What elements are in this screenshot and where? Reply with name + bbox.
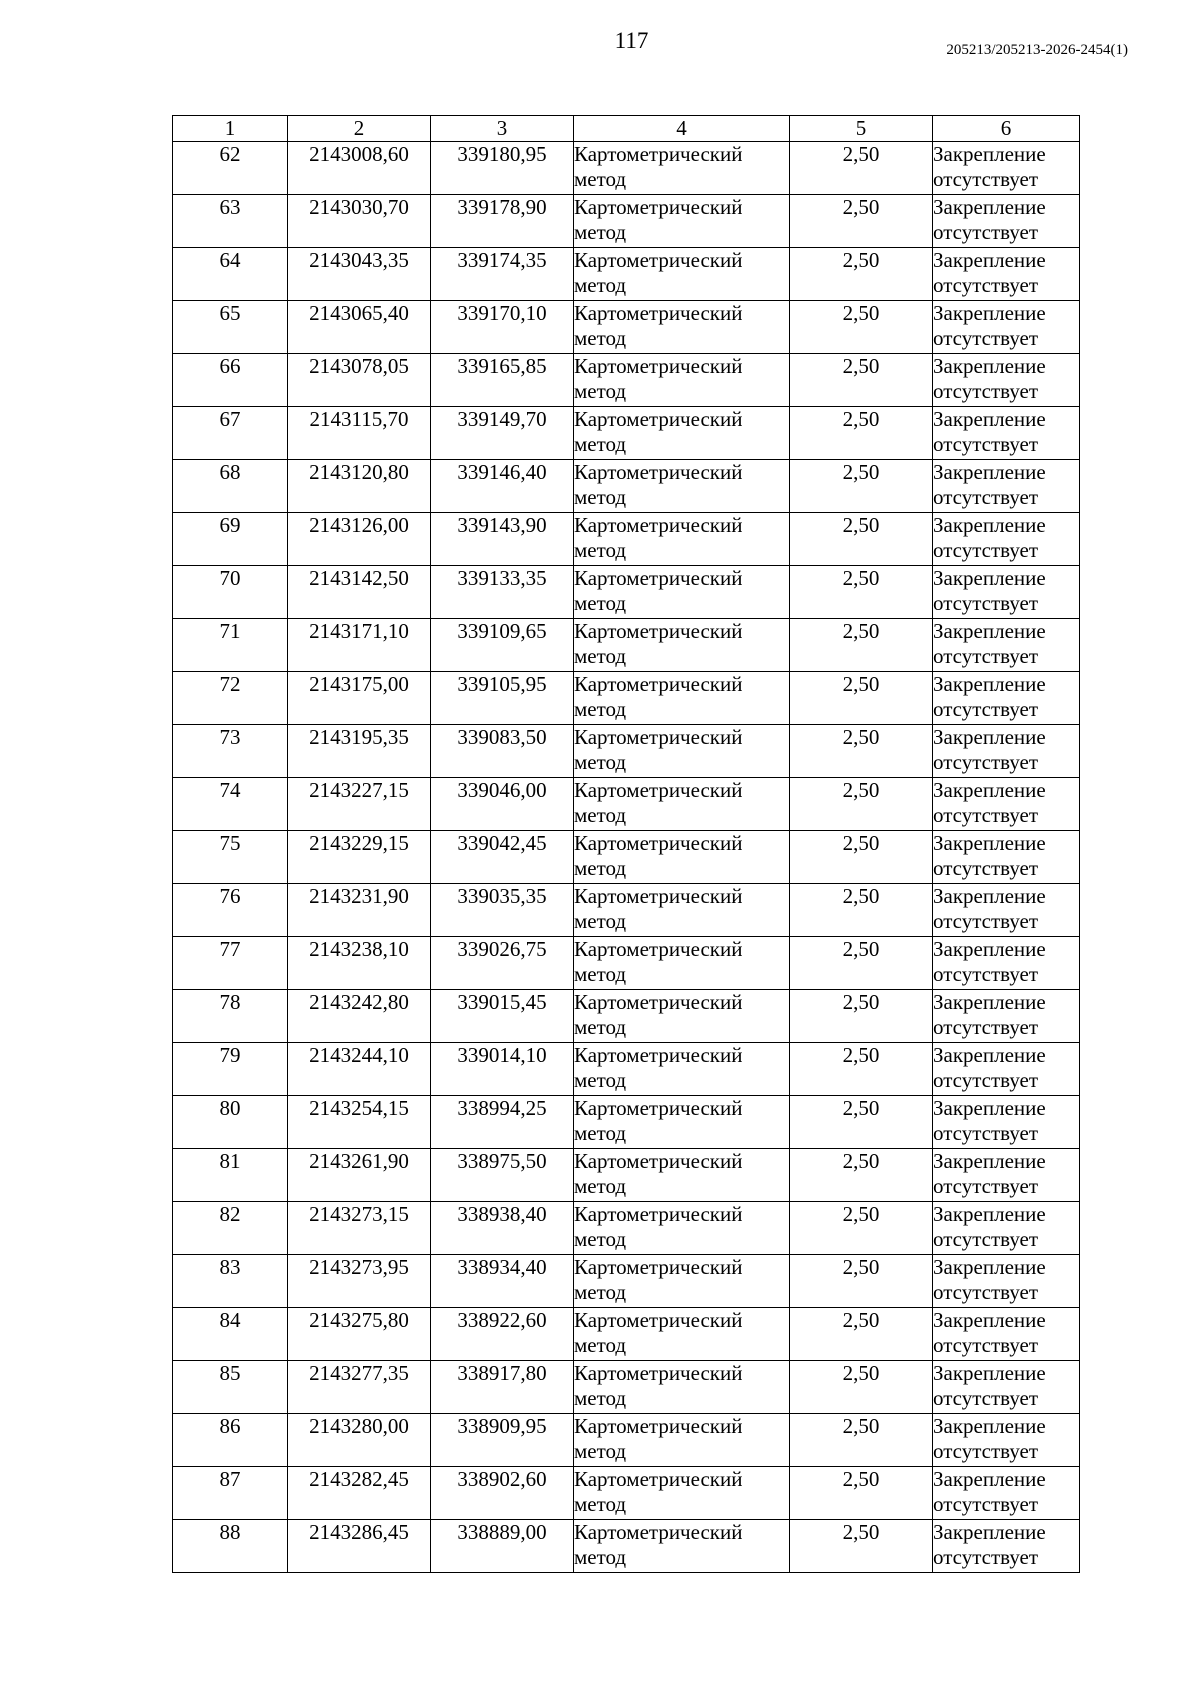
- cell-point-number: 78: [173, 990, 288, 1043]
- cell-method: Картометрический метод: [574, 460, 790, 513]
- cell-marking: Закрепление отсутствует: [933, 1096, 1080, 1149]
- cell-accuracy: 2,50: [790, 460, 933, 513]
- cell-accuracy: 2,50: [790, 672, 933, 725]
- cell-point-number: 62: [173, 142, 288, 195]
- cell-point-number: 86: [173, 1414, 288, 1467]
- cell-coordinate-y: 338917,80: [431, 1361, 574, 1414]
- cell-point-number: 81: [173, 1149, 288, 1202]
- cell-marking: Закрепление отсутствует: [933, 990, 1080, 1043]
- cell-accuracy: 2,50: [790, 301, 933, 354]
- cell-method: Картометрический метод: [574, 884, 790, 937]
- table-row: [173, 1255, 1080, 1308]
- cell-method: Картометрический метод: [574, 407, 790, 460]
- cell-method: Картометрический метод: [574, 248, 790, 301]
- cell-point-number: 65: [173, 301, 288, 354]
- cell-accuracy: 2,50: [790, 248, 933, 301]
- cell-accuracy: 2,50: [790, 1149, 933, 1202]
- table-row: [173, 248, 1080, 301]
- cell-marking: Закрепление отсутствует: [933, 1467, 1080, 1520]
- cell-marking: Закрепление отсутствует: [933, 407, 1080, 460]
- cell-marking: Закрепление отсутствует: [933, 460, 1080, 513]
- cell-method: Картометрический метод: [574, 1149, 790, 1202]
- cell-accuracy: 2,50: [790, 1308, 933, 1361]
- cell-marking: Закрепление отсутствует: [933, 1520, 1080, 1573]
- cell-coordinate-x: 2143142,50: [288, 566, 431, 619]
- cell-accuracy: 2,50: [790, 619, 933, 672]
- cell-marking: Закрепление отсутствует: [933, 1043, 1080, 1096]
- cell-point-number: 74: [173, 778, 288, 831]
- cell-coordinate-y: 339035,35: [431, 884, 574, 937]
- cell-method: Картометрический метод: [574, 778, 790, 831]
- cell-coordinate-x: 2143280,00: [288, 1414, 431, 1467]
- table-row: [173, 725, 1080, 778]
- cell-accuracy: 2,50: [790, 990, 933, 1043]
- cell-coordinate-y: 339180,95: [431, 142, 574, 195]
- coordinates-table: [172, 115, 1080, 1573]
- cell-coordinate-y: 338975,50: [431, 1149, 574, 1202]
- cell-coordinate-y: 338889,00: [431, 1520, 574, 1573]
- cell-point-number: 87: [173, 1467, 288, 1520]
- cell-coordinate-x: 2143120,80: [288, 460, 431, 513]
- cell-method: Картометрический метод: [574, 1202, 790, 1255]
- cell-method: Картометрический метод: [574, 1520, 790, 1573]
- cell-marking: Закрепление отсутствует: [933, 566, 1080, 619]
- cell-accuracy: 2,50: [790, 142, 933, 195]
- cell-point-number: 66: [173, 354, 288, 407]
- cell-point-number: 73: [173, 725, 288, 778]
- cell-accuracy: 2,50: [790, 566, 933, 619]
- cell-coordinate-x: 2143195,35: [288, 725, 431, 778]
- table-row: [173, 672, 1080, 725]
- cell-method: Картометрический метод: [574, 619, 790, 672]
- table-row: [173, 195, 1080, 248]
- cell-marking: Закрепление отсутствует: [933, 672, 1080, 725]
- cell-coordinate-x: 2143227,15: [288, 778, 431, 831]
- table-row: [173, 1361, 1080, 1414]
- cell-marking: Закрепление отсутствует: [933, 1255, 1080, 1308]
- cell-marking: Закрепление отсутствует: [933, 937, 1080, 990]
- table-row: [173, 1467, 1080, 1520]
- cell-marking: Закрепление отсутствует: [933, 1308, 1080, 1361]
- table-row: [173, 619, 1080, 672]
- table-row: [173, 990, 1080, 1043]
- table-row: [173, 301, 1080, 354]
- cell-method: Картометрический метод: [574, 1308, 790, 1361]
- cell-point-number: 68: [173, 460, 288, 513]
- cell-point-number: 71: [173, 619, 288, 672]
- cell-method: Картометрический метод: [574, 1414, 790, 1467]
- cell-accuracy: 2,50: [790, 1202, 933, 1255]
- cell-marking: Закрепление отсутствует: [933, 725, 1080, 778]
- cell-coordinate-x: 2143030,70: [288, 195, 431, 248]
- cell-coordinate-x: 2143171,10: [288, 619, 431, 672]
- cell-coordinate-x: 2143043,35: [288, 248, 431, 301]
- cell-method: Картометрический метод: [574, 142, 790, 195]
- cell-marking: Закрепление отсутствует: [933, 619, 1080, 672]
- table-row: [173, 407, 1080, 460]
- column-header-3: 3: [431, 116, 574, 142]
- cell-marking: Закрепление отсутствует: [933, 1202, 1080, 1255]
- column-header-6: 6: [933, 116, 1080, 142]
- cell-point-number: 79: [173, 1043, 288, 1096]
- cell-coordinate-x: 2143115,70: [288, 407, 431, 460]
- cell-coordinate-x: 2143254,15: [288, 1096, 431, 1149]
- column-header-5: 5: [790, 116, 933, 142]
- table-row: [173, 1149, 1080, 1202]
- cell-accuracy: 2,50: [790, 407, 933, 460]
- table-row: [173, 1308, 1080, 1361]
- cell-accuracy: 2,50: [790, 1414, 933, 1467]
- cell-coordinate-x: 2143126,00: [288, 513, 431, 566]
- cell-accuracy: 2,50: [790, 937, 933, 990]
- cell-coordinate-y: 339042,45: [431, 831, 574, 884]
- cell-accuracy: 2,50: [790, 725, 933, 778]
- table-row: [173, 354, 1080, 407]
- cell-coordinate-x: 2143008,60: [288, 142, 431, 195]
- cell-method: Картометрический метод: [574, 1043, 790, 1096]
- cell-coordinate-y: 339026,75: [431, 937, 574, 990]
- table-row: [173, 1096, 1080, 1149]
- cell-coordinate-y: 339133,35: [431, 566, 574, 619]
- table-row: [173, 1202, 1080, 1255]
- cell-coordinate-x: 2143273,95: [288, 1255, 431, 1308]
- cell-coordinate-x: 2143238,10: [288, 937, 431, 990]
- page-number: 117: [614, 28, 649, 53]
- cell-coordinate-y: 339083,50: [431, 725, 574, 778]
- cell-marking: Закрепление отсутствует: [933, 301, 1080, 354]
- cell-accuracy: 2,50: [790, 1255, 933, 1308]
- cell-accuracy: 2,50: [790, 884, 933, 937]
- cell-coordinate-y: 339178,90: [431, 195, 574, 248]
- cell-method: Картометрический метод: [574, 301, 790, 354]
- cell-method: Картометрический метод: [574, 1096, 790, 1149]
- column-header-4: 4: [574, 116, 790, 142]
- cell-coordinate-x: 2143282,45: [288, 1467, 431, 1520]
- cell-point-number: 83: [173, 1255, 288, 1308]
- cell-accuracy: 2,50: [790, 195, 933, 248]
- table-row: [173, 566, 1080, 619]
- cell-coordinate-y: 339146,40: [431, 460, 574, 513]
- table-row: [173, 460, 1080, 513]
- cell-point-number: 75: [173, 831, 288, 884]
- cell-point-number: 72: [173, 672, 288, 725]
- cell-point-number: 64: [173, 248, 288, 301]
- table-row: [173, 1520, 1080, 1573]
- cell-method: Картометрический метод: [574, 354, 790, 407]
- cell-accuracy: 2,50: [790, 1520, 933, 1573]
- cell-method: Картометрический метод: [574, 672, 790, 725]
- cell-accuracy: 2,50: [790, 1467, 933, 1520]
- cell-marking: Закрепление отсутствует: [933, 1149, 1080, 1202]
- cell-marking: Закрепление отсутствует: [933, 1361, 1080, 1414]
- cell-point-number: 63: [173, 195, 288, 248]
- cell-coordinate-y: 339105,95: [431, 672, 574, 725]
- cell-coordinate-x: 2143286,45: [288, 1520, 431, 1573]
- cell-coordinate-y: 338902,60: [431, 1467, 574, 1520]
- cell-method: Картометрический метод: [574, 990, 790, 1043]
- cell-coordinate-y: 339014,10: [431, 1043, 574, 1096]
- cell-point-number: 70: [173, 566, 288, 619]
- cell-coordinate-x: 2143175,00: [288, 672, 431, 725]
- cell-coordinate-y: 338922,60: [431, 1308, 574, 1361]
- cell-coordinate-x: 2143078,05: [288, 354, 431, 407]
- table-body: [173, 142, 1080, 1573]
- table-row: [173, 1043, 1080, 1096]
- cell-coordinate-x: 2143229,15: [288, 831, 431, 884]
- cell-coordinate-y: 339143,90: [431, 513, 574, 566]
- cell-marking: Закрепление отсутствует: [933, 142, 1080, 195]
- cell-method: Картометрический метод: [574, 725, 790, 778]
- cell-coordinate-x: 2143242,80: [288, 990, 431, 1043]
- cell-coordinate-y: 338994,25: [431, 1096, 574, 1149]
- cell-accuracy: 2,50: [790, 1096, 933, 1149]
- cell-coordinate-y: 339174,35: [431, 248, 574, 301]
- table-row: [173, 884, 1080, 937]
- cell-point-number: 84: [173, 1308, 288, 1361]
- table-row: [173, 937, 1080, 990]
- cell-method: Картометрический метод: [574, 513, 790, 566]
- cell-method: Картометрический метод: [574, 195, 790, 248]
- cell-coordinate-y: 339165,85: [431, 354, 574, 407]
- document-code: 205213/205213-2026-2454(1): [946, 42, 1128, 58]
- cell-coordinate-y: 338938,40: [431, 1202, 574, 1255]
- cell-marking: Закрепление отсутствует: [933, 778, 1080, 831]
- cell-marking: Закрепление отсутствует: [933, 1414, 1080, 1467]
- table-row: [173, 1414, 1080, 1467]
- cell-coordinate-y: 339170,10: [431, 301, 574, 354]
- cell-accuracy: 2,50: [790, 1043, 933, 1096]
- cell-method: Картометрический метод: [574, 566, 790, 619]
- cell-point-number: 69: [173, 513, 288, 566]
- table-row: [173, 778, 1080, 831]
- cell-coordinate-y: 338934,40: [431, 1255, 574, 1308]
- cell-coordinate-x: 2143244,10: [288, 1043, 431, 1096]
- cell-point-number: 76: [173, 884, 288, 937]
- cell-coordinate-y: 339149,70: [431, 407, 574, 460]
- table-row: [173, 513, 1080, 566]
- table-row: [173, 142, 1080, 195]
- cell-coordinate-x: 2143261,90: [288, 1149, 431, 1202]
- column-header-2: 2: [288, 116, 431, 142]
- cell-method: Картометрический метод: [574, 1467, 790, 1520]
- table-row: [173, 831, 1080, 884]
- cell-point-number: 77: [173, 937, 288, 990]
- cell-coordinate-y: 339109,65: [431, 619, 574, 672]
- cell-accuracy: 2,50: [790, 513, 933, 566]
- cell-coordinate-x: 2143065,40: [288, 301, 431, 354]
- cell-method: Картометрический метод: [574, 937, 790, 990]
- cell-accuracy: 2,50: [790, 1361, 933, 1414]
- table-header-row: [173, 116, 1080, 142]
- cell-coordinate-x: 2143273,15: [288, 1202, 431, 1255]
- cell-point-number: 80: [173, 1096, 288, 1149]
- cell-accuracy: 2,50: [790, 354, 933, 407]
- cell-point-number: 85: [173, 1361, 288, 1414]
- cell-coordinate-x: 2143275,80: [288, 1308, 431, 1361]
- cell-accuracy: 2,50: [790, 831, 933, 884]
- cell-marking: Закрепление отсутствует: [933, 513, 1080, 566]
- cell-point-number: 82: [173, 1202, 288, 1255]
- cell-method: Картометрический метод: [574, 1361, 790, 1414]
- cell-coordinate-y: 339015,45: [431, 990, 574, 1043]
- cell-coordinate-y: 339046,00: [431, 778, 574, 831]
- cell-point-number: 67: [173, 407, 288, 460]
- cell-marking: Закрепление отсутствует: [933, 884, 1080, 937]
- cell-marking: Закрепление отсутствует: [933, 248, 1080, 301]
- cell-accuracy: 2,50: [790, 778, 933, 831]
- cell-marking: Закрепление отсутствует: [933, 831, 1080, 884]
- cell-point-number: 88: [173, 1520, 288, 1573]
- cell-method: Картометрический метод: [574, 831, 790, 884]
- cell-marking: Закрепление отсутствует: [933, 195, 1080, 248]
- cell-coordinate-x: 2143231,90: [288, 884, 431, 937]
- cell-marking: Закрепление отсутствует: [933, 354, 1080, 407]
- column-header-1: 1: [173, 116, 288, 142]
- cell-coordinate-y: 338909,95: [431, 1414, 574, 1467]
- cell-method: Картометрический метод: [574, 1255, 790, 1308]
- cell-coordinate-x: 2143277,35: [288, 1361, 431, 1414]
